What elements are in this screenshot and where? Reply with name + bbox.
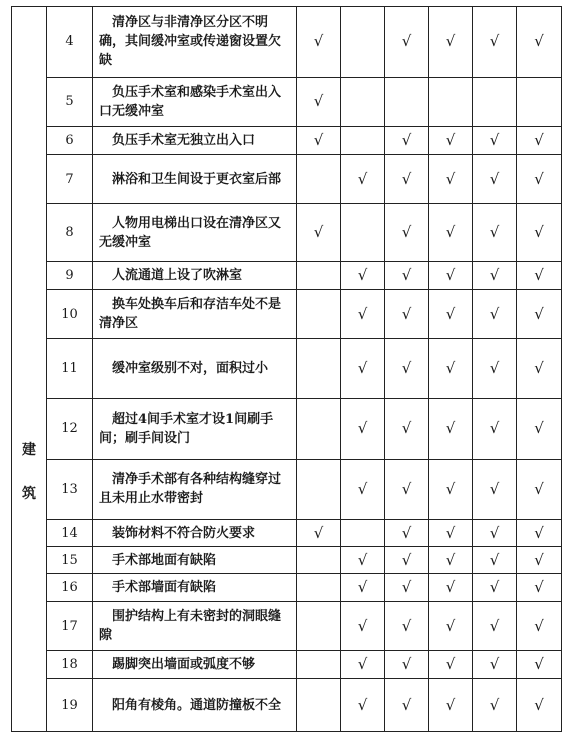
check-mark-cell: √ bbox=[341, 574, 385, 602]
table-row bbox=[12, 290, 562, 339]
check-mark-cell: √ bbox=[429, 574, 473, 602]
check-mark-cell: √ bbox=[517, 262, 562, 290]
item-number: 10 bbox=[47, 290, 93, 339]
table-row bbox=[12, 339, 562, 399]
check-mark-cell bbox=[297, 262, 341, 290]
check-mark-cell: √ bbox=[517, 574, 562, 602]
check-mark-cell bbox=[297, 574, 341, 602]
table-row bbox=[12, 679, 562, 732]
check-mark-cell: √ bbox=[473, 399, 517, 459]
check-mark-cell: √ bbox=[473, 204, 517, 262]
check-mark-cell bbox=[297, 651, 341, 679]
check-mark-cell: √ bbox=[473, 339, 517, 399]
check-mark-cell: √ bbox=[473, 7, 517, 78]
item-description: 手术部墙面有缺陷 bbox=[93, 574, 297, 602]
table-row bbox=[12, 574, 562, 602]
check-mark-cell: √ bbox=[473, 602, 517, 651]
check-mark-cell bbox=[297, 339, 341, 399]
check-mark-cell bbox=[517, 77, 562, 126]
check-mark-cell: √ bbox=[341, 262, 385, 290]
item-number: 15 bbox=[47, 547, 93, 574]
check-mark-cell: √ bbox=[429, 679, 473, 732]
check-mark-cell bbox=[341, 204, 385, 262]
item-description: 围护结构上有未密封的洞眼缝隙 bbox=[93, 602, 297, 651]
check-mark-cell: √ bbox=[297, 7, 341, 78]
item-description: 换车处换车后和存洁车处不是清净区 bbox=[93, 290, 297, 339]
check-mark-cell: √ bbox=[517, 290, 562, 339]
check-mark-cell: √ bbox=[341, 290, 385, 339]
inspection-table bbox=[11, 6, 562, 732]
item-description: 装饰材料不符合防火要求 bbox=[93, 519, 297, 547]
table-row bbox=[12, 547, 562, 574]
check-mark-cell: √ bbox=[473, 651, 517, 679]
check-mark-cell: √ bbox=[517, 547, 562, 574]
item-description: 手术部地面有缺陷 bbox=[93, 547, 297, 574]
check-mark-cell: √ bbox=[385, 602, 429, 651]
check-mark-cell: √ bbox=[385, 679, 429, 732]
item-number: 18 bbox=[47, 651, 93, 679]
check-mark-cell: √ bbox=[429, 204, 473, 262]
item-description: 负压手术室无独立出入口 bbox=[93, 127, 297, 155]
check-mark-cell: √ bbox=[473, 262, 517, 290]
check-mark-cell bbox=[297, 290, 341, 339]
table-body bbox=[12, 7, 562, 732]
item-description: 阳角有棱角。通道防撞板不全 bbox=[93, 679, 297, 732]
check-mark-cell: √ bbox=[385, 651, 429, 679]
check-mark-cell: √ bbox=[385, 262, 429, 290]
check-mark-cell: √ bbox=[429, 339, 473, 399]
check-mark-cell bbox=[341, 77, 385, 126]
check-mark-cell: √ bbox=[429, 399, 473, 459]
check-mark-cell: √ bbox=[429, 290, 473, 339]
table-row bbox=[12, 399, 562, 459]
item-description: 清净手术部有各种结构缝穿过且未用止水带密封 bbox=[93, 459, 297, 519]
item-number: 16 bbox=[47, 574, 93, 602]
check-mark-cell bbox=[297, 679, 341, 732]
item-description: 踢脚突出墙面或弧度不够 bbox=[93, 651, 297, 679]
check-mark-cell: √ bbox=[517, 127, 562, 155]
item-number: 5 bbox=[47, 77, 93, 126]
check-mark-cell: √ bbox=[385, 519, 429, 547]
item-number: 4 bbox=[47, 7, 93, 78]
check-mark-cell: √ bbox=[385, 339, 429, 399]
check-mark-cell: √ bbox=[429, 547, 473, 574]
table-row bbox=[12, 519, 562, 547]
check-mark-cell: √ bbox=[517, 7, 562, 78]
check-mark-cell bbox=[341, 7, 385, 78]
check-mark-cell: √ bbox=[429, 459, 473, 519]
item-number: 14 bbox=[47, 519, 93, 547]
item-description: 负压手术室和感染手术室出入口无缓冲室 bbox=[93, 77, 297, 126]
table-row bbox=[12, 262, 562, 290]
item-number: 8 bbox=[47, 204, 93, 262]
item-number: 7 bbox=[47, 154, 93, 203]
item-description: 淋浴和卫生间设于更衣室后部 bbox=[93, 154, 297, 203]
check-mark-cell bbox=[297, 399, 341, 459]
check-mark-cell: √ bbox=[473, 459, 517, 519]
item-number: 9 bbox=[47, 262, 93, 290]
check-mark-cell bbox=[429, 77, 473, 126]
check-mark-cell: √ bbox=[341, 547, 385, 574]
check-mark-cell: √ bbox=[473, 154, 517, 203]
table-row bbox=[12, 204, 562, 262]
check-mark-cell: √ bbox=[341, 339, 385, 399]
check-mark-cell: √ bbox=[473, 519, 517, 547]
table-row bbox=[12, 154, 562, 203]
check-mark-cell bbox=[473, 77, 517, 126]
check-mark-cell: √ bbox=[385, 290, 429, 339]
item-description: 缓冲室级别不对，面积过小 bbox=[93, 339, 297, 399]
item-number: 6 bbox=[47, 127, 93, 155]
check-mark-cell bbox=[297, 547, 341, 574]
check-mark-cell: √ bbox=[517, 339, 562, 399]
item-description: 人流通道上设了吹淋室 bbox=[93, 262, 297, 290]
check-mark-cell: √ bbox=[341, 154, 385, 203]
table-row bbox=[12, 459, 562, 519]
table-row bbox=[12, 602, 562, 651]
category-cell bbox=[12, 7, 47, 732]
item-description: 人物用电梯出口设在清净区又无缓冲室 bbox=[93, 204, 297, 262]
check-mark-cell: √ bbox=[517, 459, 562, 519]
check-mark-cell: √ bbox=[297, 204, 341, 262]
check-mark-cell: √ bbox=[473, 547, 517, 574]
item-number: 17 bbox=[47, 602, 93, 651]
item-number: 19 bbox=[47, 679, 93, 732]
check-mark-cell: √ bbox=[385, 399, 429, 459]
check-mark-cell: √ bbox=[385, 7, 429, 78]
check-mark-cell: √ bbox=[341, 602, 385, 651]
check-mark-cell bbox=[341, 127, 385, 155]
check-mark-cell: √ bbox=[341, 399, 385, 459]
check-mark-cell: √ bbox=[385, 459, 429, 519]
check-mark-cell: √ bbox=[517, 679, 562, 732]
check-mark-cell bbox=[297, 154, 341, 203]
check-mark-cell: √ bbox=[473, 679, 517, 732]
category-char: 建 bbox=[22, 441, 36, 458]
check-mark-cell: √ bbox=[341, 679, 385, 732]
table-row bbox=[12, 7, 562, 78]
category-char: 筑 bbox=[22, 485, 36, 502]
check-mark-cell: √ bbox=[429, 602, 473, 651]
check-mark-cell: √ bbox=[473, 290, 517, 339]
item-number: 11 bbox=[47, 339, 93, 399]
check-mark-cell: √ bbox=[385, 154, 429, 203]
check-mark-cell: √ bbox=[385, 547, 429, 574]
item-description: 超过4间手术室才设1间刷手间；刷手间设门 bbox=[93, 399, 297, 459]
check-mark-cell: √ bbox=[429, 651, 473, 679]
check-mark-cell: √ bbox=[385, 574, 429, 602]
check-mark-cell: √ bbox=[473, 127, 517, 155]
check-mark-cell bbox=[385, 77, 429, 126]
check-mark-cell: √ bbox=[429, 519, 473, 547]
item-number: 12 bbox=[47, 399, 93, 459]
item-number: 13 bbox=[47, 459, 93, 519]
check-mark-cell: √ bbox=[517, 651, 562, 679]
check-mark-cell: √ bbox=[341, 459, 385, 519]
check-mark-cell: √ bbox=[517, 204, 562, 262]
table-row bbox=[12, 77, 562, 126]
check-mark-cell: √ bbox=[297, 519, 341, 547]
check-mark-cell: √ bbox=[341, 651, 385, 679]
check-mark-cell: √ bbox=[429, 154, 473, 203]
table-row bbox=[12, 651, 562, 679]
check-mark-cell: √ bbox=[429, 262, 473, 290]
check-mark-cell: √ bbox=[297, 77, 341, 126]
item-description: 清净区与非清净区分区不明确，其间缓冲室或传递窗设置欠缺 bbox=[93, 7, 297, 78]
check-mark-cell: √ bbox=[517, 399, 562, 459]
check-mark-cell bbox=[297, 602, 341, 651]
check-mark-cell: √ bbox=[517, 602, 562, 651]
check-mark-cell: √ bbox=[429, 127, 473, 155]
check-mark-cell: √ bbox=[517, 519, 562, 547]
check-mark-cell bbox=[297, 459, 341, 519]
check-mark-cell bbox=[341, 519, 385, 547]
check-mark-cell: √ bbox=[517, 154, 562, 203]
check-mark-cell: √ bbox=[385, 127, 429, 155]
check-mark-cell: √ bbox=[473, 574, 517, 602]
check-mark-cell: √ bbox=[297, 127, 341, 155]
check-mark-cell: √ bbox=[429, 7, 473, 78]
check-mark-cell: √ bbox=[385, 204, 429, 262]
table-row bbox=[12, 127, 562, 155]
